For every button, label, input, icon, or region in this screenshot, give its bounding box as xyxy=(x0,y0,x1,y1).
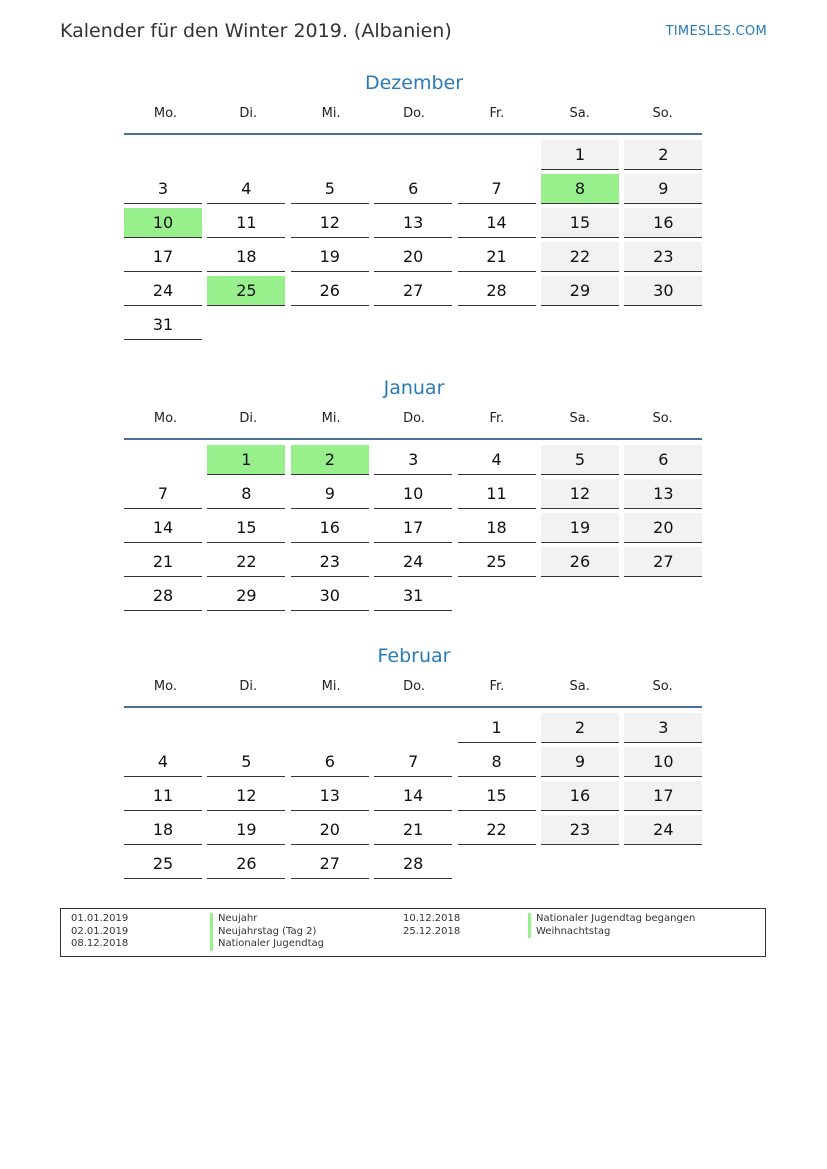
day-cell: 17 xyxy=(624,781,702,811)
day-cell: 4 xyxy=(207,174,285,204)
day-cell: 14 xyxy=(458,208,536,238)
weekday-header xyxy=(124,679,704,699)
month-february xyxy=(124,643,704,879)
day-cell-empty xyxy=(374,140,452,170)
day-cell: 15 xyxy=(458,781,536,811)
day-cell: 24 xyxy=(374,547,452,577)
day-cell: 23 xyxy=(291,547,369,577)
day-cell: 14 xyxy=(124,513,202,543)
day-cell-empty xyxy=(124,445,202,475)
legend-date: 01.01.2019 xyxy=(71,913,129,924)
day-cell: 3 xyxy=(624,713,702,743)
day-cell: 9 xyxy=(624,174,702,204)
day-cell: 6 xyxy=(291,747,369,777)
day-cell: 9 xyxy=(291,479,369,509)
day-grid xyxy=(124,140,704,340)
weekday-label: So. xyxy=(652,106,673,121)
weekday-label: Mo. xyxy=(153,411,177,426)
day-cell-empty xyxy=(374,310,452,340)
day-cell: 4 xyxy=(458,445,536,475)
day-cell: 15 xyxy=(207,513,285,543)
header-divider xyxy=(124,706,702,708)
month-title: Februar xyxy=(377,645,451,667)
day-cell: 2 xyxy=(541,713,619,743)
day-cell: 6 xyxy=(374,174,452,204)
brand-logo[interactable]: TIMESLES.COM xyxy=(665,24,767,39)
day-cell: 27 xyxy=(291,849,369,879)
weekday-label: Do. xyxy=(403,106,425,121)
day-cell: 24 xyxy=(124,276,202,306)
day-cell-empty xyxy=(291,713,369,743)
day-cell: 16 xyxy=(291,513,369,543)
day-cell: 8 xyxy=(207,479,285,509)
day-cell-holiday: 2 xyxy=(291,445,369,475)
day-cell: 26 xyxy=(291,276,369,306)
day-cell: 5 xyxy=(541,445,619,475)
day-cell-empty xyxy=(624,849,702,879)
day-cell: 17 xyxy=(124,242,202,272)
day-cell: 22 xyxy=(207,547,285,577)
day-cell: 20 xyxy=(624,513,702,543)
day-cell: 11 xyxy=(124,781,202,811)
day-cell: 5 xyxy=(207,747,285,777)
legend-dates-left xyxy=(71,913,128,951)
weekday-header xyxy=(124,411,704,431)
weekday-label: Mo. xyxy=(153,679,177,694)
day-cell: 24 xyxy=(624,815,702,845)
day-cell: 15 xyxy=(541,208,619,238)
legend-holiday-name: Nationaler Jugendtag xyxy=(210,938,324,951)
day-cell: 30 xyxy=(291,581,369,611)
legend-names-left xyxy=(210,913,324,951)
day-cell-empty xyxy=(458,310,536,340)
day-cell: 10 xyxy=(624,747,702,777)
day-cell: 19 xyxy=(207,815,285,845)
day-cell: 31 xyxy=(124,310,202,340)
legend-holiday-name: Neujahr xyxy=(210,913,324,926)
day-cell: 16 xyxy=(541,781,619,811)
day-cell: 25 xyxy=(458,547,536,577)
weekday-label: Fr. xyxy=(489,106,505,121)
day-cell: 28 xyxy=(458,276,536,306)
day-cell: 4 xyxy=(124,747,202,777)
day-cell: 26 xyxy=(541,547,619,577)
day-cell-empty xyxy=(207,310,285,340)
day-cell: 10 xyxy=(374,479,452,509)
day-cell: 14 xyxy=(374,781,452,811)
day-cell-empty xyxy=(291,310,369,340)
month-title: Januar xyxy=(383,377,445,399)
day-cell: 1 xyxy=(458,713,536,743)
day-cell: 21 xyxy=(458,242,536,272)
day-cell-empty xyxy=(458,140,536,170)
day-cell: 28 xyxy=(124,581,202,611)
day-cell-empty xyxy=(124,713,202,743)
day-cell: 22 xyxy=(458,815,536,845)
day-cell-empty xyxy=(291,140,369,170)
day-cell: 5 xyxy=(291,174,369,204)
day-cell: 29 xyxy=(541,276,619,306)
day-cell: 3 xyxy=(124,174,202,204)
day-cell: 16 xyxy=(624,208,702,238)
weekday-label: Do. xyxy=(403,411,425,426)
day-cell: 23 xyxy=(624,242,702,272)
day-cell-holiday: 25 xyxy=(207,276,285,306)
legend-holiday-name: Weihnachtstag xyxy=(528,926,695,939)
day-cell: 27 xyxy=(624,547,702,577)
day-cell: 7 xyxy=(374,747,452,777)
legend-date: 10.12.2018 xyxy=(403,913,461,924)
day-cell: 13 xyxy=(291,781,369,811)
day-cell-empty xyxy=(207,140,285,170)
day-cell: 12 xyxy=(541,479,619,509)
day-cell: 30 xyxy=(624,276,702,306)
day-cell: 9 xyxy=(541,747,619,777)
weekday-label: Sa. xyxy=(569,411,590,426)
day-cell: 13 xyxy=(374,208,452,238)
weekday-label: Do. xyxy=(403,679,425,694)
day-cell: 12 xyxy=(207,781,285,811)
day-cell: 1 xyxy=(541,140,619,170)
day-cell: 29 xyxy=(207,581,285,611)
weekday-label: Mi. xyxy=(321,106,341,121)
holiday-legend xyxy=(60,908,766,957)
day-cell-empty xyxy=(541,849,619,879)
day-cell-empty xyxy=(207,713,285,743)
legend-date: 02.01.2019 xyxy=(71,925,129,937)
day-cell: 2 xyxy=(624,140,702,170)
day-cell: 18 xyxy=(124,815,202,845)
day-cell: 19 xyxy=(541,513,619,543)
day-cell: 18 xyxy=(207,242,285,272)
day-cell: 17 xyxy=(374,513,452,543)
day-grid xyxy=(124,713,704,879)
day-cell: 12 xyxy=(291,208,369,238)
day-cell: 26 xyxy=(207,849,285,879)
weekday-label: Fr. xyxy=(489,679,505,694)
day-cell-empty xyxy=(374,713,452,743)
header-divider xyxy=(124,133,702,135)
day-cell: 21 xyxy=(374,815,452,845)
weekday-label: Mi. xyxy=(321,411,341,426)
page-title: Kalender für den Winter 2019. (Albanien) xyxy=(60,20,452,42)
weekday-label: So. xyxy=(652,679,673,694)
day-cell: 22 xyxy=(541,242,619,272)
day-cell: 20 xyxy=(374,242,452,272)
legend-dates-right xyxy=(403,913,460,938)
day-cell: 20 xyxy=(291,815,369,845)
day-cell-empty xyxy=(458,581,536,611)
day-cell-empty xyxy=(624,581,702,611)
day-cell: 18 xyxy=(458,513,536,543)
day-cell: 3 xyxy=(374,445,452,475)
legend-date: 25.12.2018 xyxy=(403,925,461,937)
day-cell: 23 xyxy=(541,815,619,845)
legend-holiday-name: Nationaler Jugendtag begangen xyxy=(528,913,695,926)
weekday-label: Fr. xyxy=(489,411,505,426)
legend-date: 08.12.2018 xyxy=(71,938,129,949)
weekday-label: Di. xyxy=(239,679,258,694)
weekday-label: Sa. xyxy=(569,106,590,121)
day-cell: 6 xyxy=(624,445,702,475)
weekday-label: So. xyxy=(652,411,673,426)
day-cell-empty xyxy=(458,849,536,879)
day-cell: 7 xyxy=(458,174,536,204)
day-cell: 25 xyxy=(124,849,202,879)
weekday-label: Mo. xyxy=(153,106,177,121)
weekday-label: Sa. xyxy=(569,679,590,694)
day-cell: 27 xyxy=(374,276,452,306)
day-cell-holiday: 1 xyxy=(207,445,285,475)
month-december xyxy=(124,70,704,340)
day-cell: 31 xyxy=(374,581,452,611)
header-divider xyxy=(124,438,702,440)
legend-holiday-name: Neujahrstag (Tag 2) xyxy=(210,926,324,939)
day-cell: 7 xyxy=(124,479,202,509)
month-title: Dezember xyxy=(364,72,464,94)
day-cell: 11 xyxy=(207,208,285,238)
weekday-label: Di. xyxy=(239,411,258,426)
month-january xyxy=(124,375,704,611)
legend-names-right xyxy=(528,913,695,938)
day-cell: 28 xyxy=(374,849,452,879)
weekday-label: Mi. xyxy=(321,679,341,694)
day-cell: 19 xyxy=(291,242,369,272)
day-cell-empty xyxy=(124,140,202,170)
weekday-header xyxy=(124,106,704,126)
day-cell-empty xyxy=(624,310,702,340)
day-cell-holiday: 10 xyxy=(124,208,202,238)
day-cell: 11 xyxy=(458,479,536,509)
day-cell: 8 xyxy=(458,747,536,777)
day-cell-empty xyxy=(541,581,619,611)
day-cell: 13 xyxy=(624,479,702,509)
day-cell-holiday: 8 xyxy=(541,174,619,204)
day-grid xyxy=(124,445,704,611)
day-cell: 21 xyxy=(124,547,202,577)
day-cell-empty xyxy=(541,310,619,340)
weekday-label: Di. xyxy=(239,106,258,121)
